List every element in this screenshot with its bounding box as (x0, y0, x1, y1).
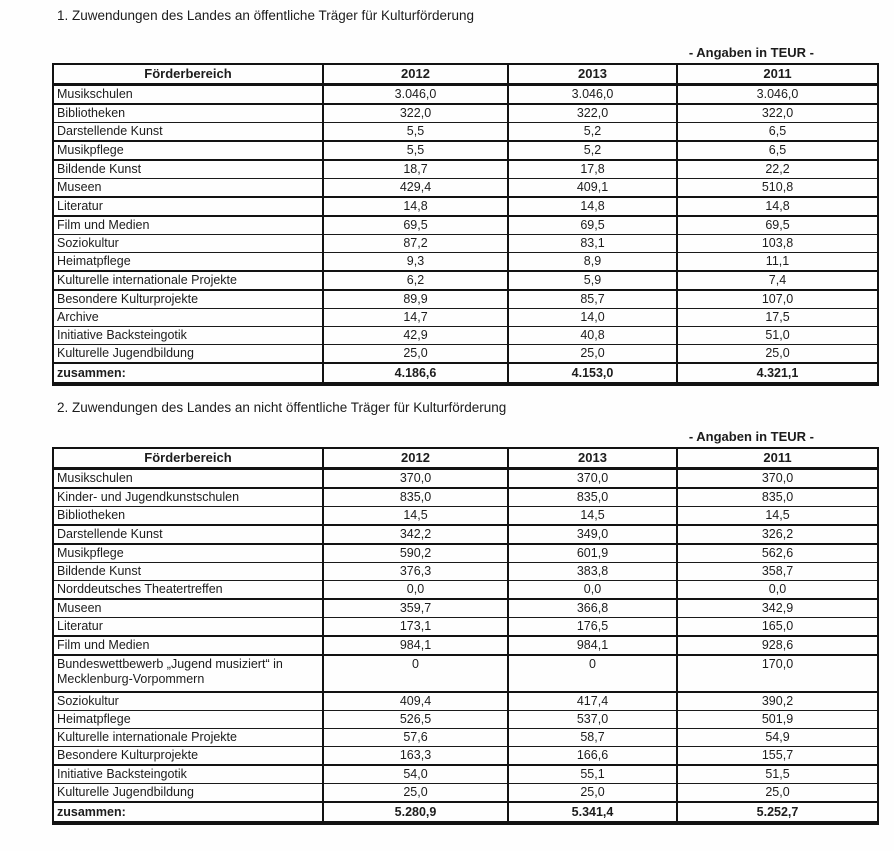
table-row (53, 747, 878, 766)
row-label: Soziokultur (53, 235, 323, 253)
row-label: Film und Medien (53, 636, 323, 655)
row-label: Kulturelle internationale Projekte (53, 271, 323, 290)
row-value: 366,8 (508, 599, 677, 618)
total-value-2011: 5.252,7 (677, 802, 878, 823)
row-label: Besondere Kulturprojekte (53, 747, 323, 766)
column-header-2012: 2012 (323, 448, 508, 469)
unit-note: - Angaben in TEUR - (688, 429, 814, 444)
table-row (53, 309, 878, 327)
row-value: 69,5 (323, 216, 508, 235)
row-value: 383,8 (508, 563, 677, 581)
row-label: Kulturelle Jugendbildung (53, 784, 323, 803)
table-row (53, 104, 878, 123)
row-value: 5,2 (508, 123, 677, 142)
row-value: 322,0 (508, 104, 677, 123)
table-row (53, 507, 878, 526)
table-row (53, 711, 878, 729)
row-label: Musikschulen (53, 85, 323, 105)
table-row (53, 123, 878, 142)
row-value: 0,0 (677, 581, 878, 600)
row-value: 3.046,0 (508, 85, 677, 105)
row-value: 25,0 (677, 345, 878, 364)
row-value: 163,3 (323, 747, 508, 766)
table-row (53, 618, 878, 637)
row-value: 6,5 (677, 123, 878, 142)
row-value: 0 (508, 655, 677, 692)
row-label: Museen (53, 599, 323, 618)
row-label: Kulturelle internationale Projekte (53, 729, 323, 747)
unit-note: - Angaben in TEUR - (688, 45, 814, 60)
row-value: 58,7 (508, 729, 677, 747)
row-value: 0,0 (508, 581, 677, 600)
row-label: Bildende Kunst (53, 563, 323, 581)
row-label: Bildende Kunst (53, 160, 323, 179)
column-header-2012: 2012 (323, 64, 508, 85)
row-value: 5,9 (508, 271, 677, 290)
row-value: 7,4 (677, 271, 878, 290)
row-label: Bundeswettbewerb „Jugend musiziert“ in Mecklenburg-Vorpommern (53, 655, 323, 692)
table-header-row (53, 448, 878, 469)
row-label: Initiative Backsteingotik (53, 765, 323, 784)
funding-table-nonpublic (52, 447, 879, 825)
row-value: 322,0 (677, 104, 878, 123)
row-value: 25,0 (323, 345, 508, 364)
row-label: Kinder- und Jugendkunstschulen (53, 488, 323, 507)
section-title: 1. Zuwendungen des Landes an öffentliche Träger für Kulturförderung (57, 8, 475, 23)
table-row (53, 179, 878, 198)
row-label: Musikpflege (53, 141, 323, 160)
table-row (53, 525, 878, 544)
row-value: 6,2 (323, 271, 508, 290)
total-label: zusammen: (53, 363, 323, 384)
table-row (53, 141, 878, 160)
table-row (53, 235, 878, 253)
total-value-2012: 4.186,6 (323, 363, 508, 384)
row-label: Bibliotheken (53, 507, 323, 526)
row-label: Literatur (53, 197, 323, 216)
section-public-funding (52, 8, 894, 386)
row-value: 0 (323, 655, 508, 692)
table-row (53, 599, 878, 618)
row-value: 69,5 (677, 216, 878, 235)
row-label: Archive (53, 309, 323, 327)
row-value: 103,8 (677, 235, 878, 253)
row-value: 984,1 (508, 636, 677, 655)
table-row (53, 469, 878, 489)
total-value-2011: 4.321,1 (677, 363, 878, 384)
row-value: 835,0 (323, 488, 508, 507)
row-value: 322,0 (323, 104, 508, 123)
row-label: Literatur (53, 618, 323, 637)
row-value: 89,9 (323, 290, 508, 309)
row-value: 170,0 (677, 655, 878, 692)
table-row (53, 253, 878, 272)
row-label: Musikschulen (53, 469, 323, 489)
table-row (53, 488, 878, 507)
column-header-2011: 2011 (677, 448, 878, 469)
row-value: 22,2 (677, 160, 878, 179)
row-value: 14,0 (508, 309, 677, 327)
row-value: 359,7 (323, 599, 508, 618)
total-value-2013: 4.153,0 (508, 363, 677, 384)
row-value: 83,1 (508, 235, 677, 253)
row-label: Film und Medien (53, 216, 323, 235)
row-label: Norddeutsches Theatertreffen (53, 581, 323, 600)
row-value: 370,0 (677, 469, 878, 489)
row-value: 85,7 (508, 290, 677, 309)
row-value: 14,8 (323, 197, 508, 216)
row-value: 835,0 (508, 488, 677, 507)
row-value: 349,0 (508, 525, 677, 544)
row-label: Besondere Kulturprojekte (53, 290, 323, 309)
row-value: 326,2 (677, 525, 878, 544)
total-value-2012: 5.280,9 (323, 802, 508, 823)
row-value: 51,5 (677, 765, 878, 784)
table-row (53, 345, 878, 364)
table-row (53, 216, 878, 235)
funding-table-public (52, 63, 879, 386)
row-value: 155,7 (677, 747, 878, 766)
row-value: 14,8 (508, 197, 677, 216)
row-value: 984,1 (323, 636, 508, 655)
column-header-foerderbereich: Förderbereich (53, 64, 323, 85)
table-row (53, 581, 878, 600)
row-value: 14,8 (677, 197, 878, 216)
row-value: 5,5 (323, 141, 508, 160)
total-value-2013: 5.341,4 (508, 802, 677, 823)
row-value: 9,3 (323, 253, 508, 272)
table-row (53, 544, 878, 563)
total-label: zusammen: (53, 802, 323, 823)
row-value: 14,5 (677, 507, 878, 526)
table-row (53, 271, 878, 290)
row-value: 51,0 (677, 327, 878, 345)
total-row (53, 802, 878, 823)
table-row (53, 197, 878, 216)
row-value: 928,6 (677, 636, 878, 655)
row-value: 429,4 (323, 179, 508, 198)
row-value: 165,0 (677, 618, 878, 637)
row-value: 54,9 (677, 729, 878, 747)
table-header-row (53, 64, 878, 85)
row-value: 376,3 (323, 563, 508, 581)
section-nonpublic-funding (52, 400, 894, 825)
row-value: 0,0 (323, 581, 508, 600)
table-row (53, 160, 878, 179)
row-value: 370,0 (508, 469, 677, 489)
row-label: Initiative Backsteingotik (53, 327, 323, 345)
row-value: 3.046,0 (323, 85, 508, 105)
row-value: 40,8 (508, 327, 677, 345)
table-row (53, 655, 878, 692)
table-row (53, 765, 878, 784)
row-value: 55,1 (508, 765, 677, 784)
column-header-2013: 2013 (508, 448, 677, 469)
row-label: Musikpflege (53, 544, 323, 563)
row-label: Museen (53, 179, 323, 198)
row-value: 5,2 (508, 141, 677, 160)
row-label: Heimatpflege (53, 253, 323, 272)
row-value: 25,0 (508, 784, 677, 803)
row-value: 6,5 (677, 141, 878, 160)
row-value: 25,0 (508, 345, 677, 364)
row-value: 54,0 (323, 765, 508, 784)
row-value: 166,6 (508, 747, 677, 766)
table-row (53, 85, 878, 105)
column-header-2013: 2013 (508, 64, 677, 85)
table-row (53, 636, 878, 655)
row-value: 526,5 (323, 711, 508, 729)
row-value: 537,0 (508, 711, 677, 729)
row-value: 176,5 (508, 618, 677, 637)
row-value: 342,2 (323, 525, 508, 544)
row-value: 417,4 (508, 692, 677, 711)
row-label: Heimatpflege (53, 711, 323, 729)
row-value: 390,2 (677, 692, 878, 711)
table-row (53, 327, 878, 345)
row-value: 69,5 (508, 216, 677, 235)
row-value: 17,5 (677, 309, 878, 327)
table-row (53, 290, 878, 309)
row-value: 5,5 (323, 123, 508, 142)
row-value: 87,2 (323, 235, 508, 253)
row-value: 835,0 (677, 488, 878, 507)
row-value: 173,1 (323, 618, 508, 637)
row-value: 14,7 (323, 309, 508, 327)
row-value: 370,0 (323, 469, 508, 489)
row-label: Darstellende Kunst (53, 525, 323, 544)
row-value: 8,9 (508, 253, 677, 272)
row-value: 3.046,0 (677, 85, 878, 105)
table-row (53, 563, 878, 581)
table-row (53, 692, 878, 711)
row-value: 409,1 (508, 179, 677, 198)
row-label: Kulturelle Jugendbildung (53, 345, 323, 364)
row-value: 57,6 (323, 729, 508, 747)
row-value: 14,5 (323, 507, 508, 526)
table-row (53, 729, 878, 747)
row-value: 409,4 (323, 692, 508, 711)
section-title: 2. Zuwendungen des Landes an nicht öffentliche Träger für Kulturförderung (57, 400, 507, 415)
row-label: Bibliotheken (53, 104, 323, 123)
table-row (53, 784, 878, 803)
row-value: 14,5 (508, 507, 677, 526)
row-value: 25,0 (323, 784, 508, 803)
row-value: 25,0 (677, 784, 878, 803)
row-value: 17,8 (508, 160, 677, 179)
row-value: 562,6 (677, 544, 878, 563)
row-label: Darstellende Kunst (53, 123, 323, 142)
row-value: 42,9 (323, 327, 508, 345)
row-label: Soziokultur (53, 692, 323, 711)
row-value: 358,7 (677, 563, 878, 581)
row-value: 590,2 (323, 544, 508, 563)
row-value: 342,9 (677, 599, 878, 618)
total-row (53, 363, 878, 384)
row-value: 11,1 (677, 253, 878, 272)
row-value: 601,9 (508, 544, 677, 563)
row-value: 18,7 (323, 160, 508, 179)
row-value: 107,0 (677, 290, 878, 309)
row-value: 501,9 (677, 711, 878, 729)
column-header-2011: 2011 (677, 64, 878, 85)
row-value: 510,8 (677, 179, 878, 198)
column-header-foerderbereich: Förderbereich (53, 448, 323, 469)
